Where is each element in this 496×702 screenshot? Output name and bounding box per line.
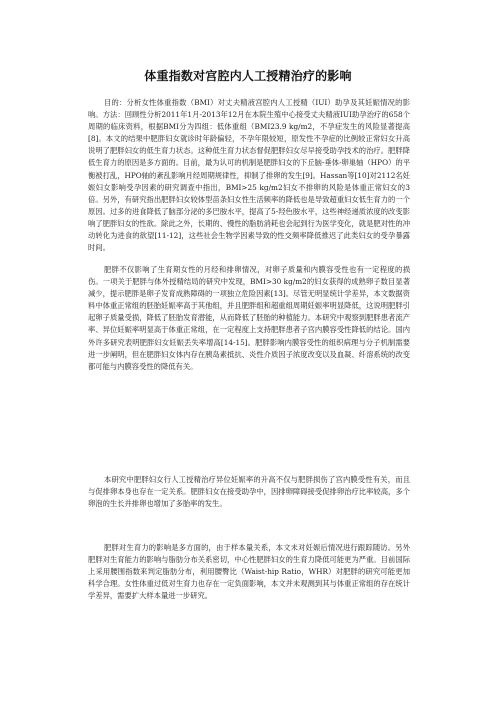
- body-paragraph: 本研究中肥胖妇女行人工授精治疗异位妊娠率的升高不仅与肥胖损伤了宫内膜受性有关，而且与促排卵本身也存在一定关系。肥胖妇女在接受助孕中，因排卵障碍接受促排卵治疗比率较高，多个卵泡的生长并排卵也增加了多胎率的发生。: [88, 475, 410, 509]
- body-paragraph: 目的：分析女性体重指数（BMI）对丈夫精液宫腔内人工授精（IUI）助孕及其妊娠情况的影响。方法：回顾性分析2011年1月-2013年12月在本院生殖中心接受丈夫精液IUI助孕治疗的658个周期的临床资料，根据BMI分为四组：低体重组（BMI23.9 kg/m2，不孕症发生的风险显著提高[8]。本文的结果中肥胖妇女就诊时年龄偏轻，不孕年限较短，原发性不孕症的比例较正常妇女升高说明了肥胖妇女的低生育力状态。这种低生育力状态督促肥胖妇女尽早接受助孕技术的治疗。肥胖降低生育力的原因是多方面的。目前，最为认可的机制是肥胖妇女的下丘脑-垂体-卵巢轴（HPO）的平衡被打乱，HPO轴的紊乱影响月经周期规律性，抑制了排卵的发生[9]。Hassan等[10]对2112名妊娠妇女影响受孕因素的研究调查中指出，BMI>25 kg/m2妇女不排卵的风险是体重正常妇女的3倍。另外，有研究指出肥胖妇女较体型苗条妇女性生活频率的降低也是导致超重妇女低生育力的一个原因。过多的进食降低了脑部分泌的多巴胺水平，提高了5-羟色胺水平，这些神经递质浓度的改变影响了肥胖妇女的性欲。除此之外，长期的、慢性的脂肪消耗也会起到行为医学变化，就是肥对性的冲动转化为进食的欲望[11-12]，这些社会生物学因素导致的性交频率降低推迟了此类妇女的受孕暴露时间。: [88, 98, 410, 253]
- document-title: 体重指数对宫腔内人工授精治疗的影响: [144, 69, 352, 83]
- body-paragraph: 肥胖不仅影响了生育期女性的月经和排卵情况，对卵子质量和内膜容受性也有一定程度的损伤。一项关于肥胖与体外授精结局的研究中发现，BMI>30 kg/m2的妇女获得的成熟卵子数目显著减少，提示肥胖是卵子发育成熟障碍的一项独立危险因素[13]。尽管无明显统计学差异，本文数据资料中体重正常组的胚胎妊娠率高于其他组，并且肥胖组和超重组周期妊娠率明显降低，这说明肥胖引起卵子质量受损，降低了胚胎发育潜能，从而降低了胚胎的种植能力。本研究中观察到肥胖患者流产率、异位妊娠率明显高于体重正常组，在一定程度上支持肥胖患者子宫内膜容受性降低的结论。国内外许多研究表明肥胖妇女妊娠丢失率增高[14-15]。肥胖影响内膜容受性的组织病理与分子机制需要进一步阐明，但在肥胖妇女体内存在胰岛素抵抗、炎性介质因子浓度改变以及血凝、纤溶系统的改变都可能与内膜容受性的降低有关。: [88, 265, 410, 371]
- body-paragraph: 肥胖对生育力的影响是多方面的，由于样本量关系，本文未对妊娠后情况进行跟踪随访。另外肥胖对生育能力的影响与脂肪分布关系密切，中心性肥胖妇女的生育力降低可能更为严重。目前国际上采用腰围指数来判定脂肪分布，利用腰臀比（Waist-hip Ratio，WHR）对肥胖的研究可能更加科学合理。女性体重过低对生育力也存在一定负面影响，本文并未观测到其与体重正常组的存在统计学差异，需要扩大样本量进一步研究。: [88, 543, 410, 601]
